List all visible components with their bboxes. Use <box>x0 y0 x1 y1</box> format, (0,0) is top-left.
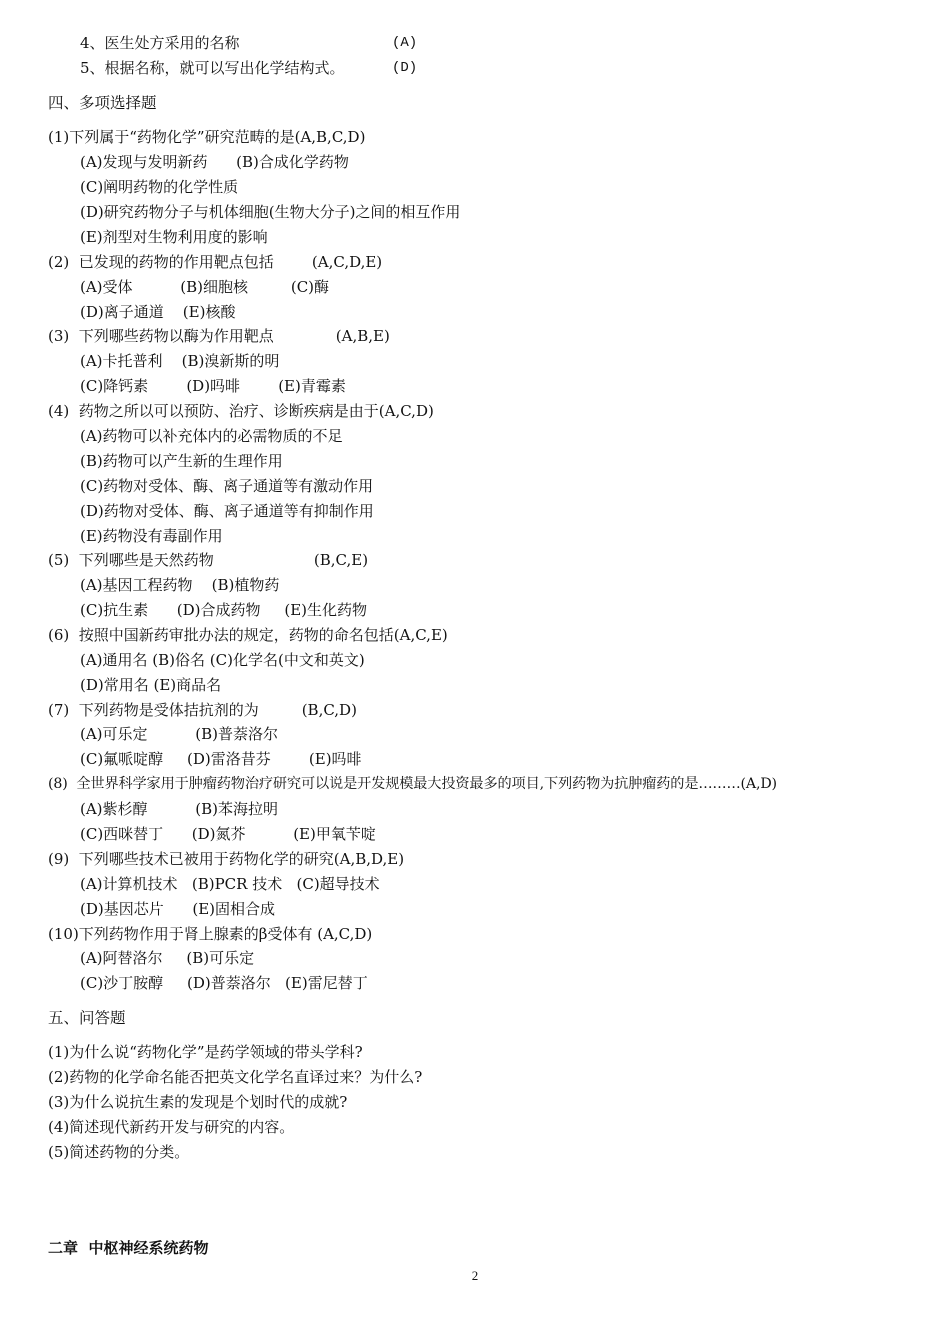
tf-item-4: 4、医生处方采用的名称 <box>80 34 240 52</box>
option-line: (A)受体 (B)细胞核 (C)酶 <box>80 278 330 296</box>
option-line: (C)沙丁胺醇 (D)普萘洛尔 (E)雷尼替丁 <box>80 974 368 992</box>
section-title-essay: 五、问答题 <box>48 1009 126 1027</box>
tf-item-5: 5、根据名称，就可以写出化学结构式。 <box>80 59 345 77</box>
option-line: (A)卡托普利 (B)溴新斯的明 <box>80 352 280 370</box>
question-7: (7) 下列药物是受体拮抗剂的为 (B,C,D) <box>48 701 357 719</box>
option-line: (D)药物对受体、酶、离子通道等有抑制作用 <box>80 502 374 520</box>
option-line: (A)可乐定 (B)普萘洛尔 <box>80 725 278 743</box>
essay-question-4: (4)简述现代新药开发与研究的内容。 <box>48 1118 295 1136</box>
section-title-multiple-choice: 四、多项选择题 <box>48 94 157 112</box>
option-line: (D)研究药物分子与机体细胞(生物大分子)之间的相互作用 <box>80 203 461 221</box>
essay-question-5: (5)简述药物的分类。 <box>48 1143 190 1161</box>
essay-question-2: (2)药物的化学命名能否把英文化学名直译过来？为什么? <box>48 1068 423 1086</box>
option-line: (A)阿替洛尔 (B)可乐定 <box>80 949 255 967</box>
question-3: (3) 下列哪些药物以酶为作用靶点 (A,B,E) <box>48 327 390 345</box>
option-line: (A)计算机技术 (B)PCR 技术 (C)超导技术 <box>80 875 380 893</box>
question-8: (8) 全世界科学家用于肿瘤药物治疗研究可以说是开发规模最大投资最多的项目,下列药物为抗肿瘤药的是………(A,D) <box>48 776 777 792</box>
option-line: (D)常用名 (E)商品名 <box>80 676 222 694</box>
chapter-title: 二章 中枢神经系统药物 <box>48 1239 209 1257</box>
question-4: (4) 药物之所以可以预防、治疗、诊断疾病是由于(A,C,D) <box>48 402 434 420</box>
question-1: (1)下列属于“药物化学”研究范畴的是(A,B,C,D) <box>48 128 366 146</box>
option-line: (D)基因芯片 (E)固相合成 <box>80 900 275 918</box>
option-line: (C)药物对受体、酶、离子通道等有激动作用 <box>80 477 374 495</box>
option-line: (C)抗生素 (D)合成药物 (E)生化药物 <box>80 601 368 619</box>
question-2: (2) 已发现的药物的作用靶点包括 (A,C,D,E) <box>48 253 383 271</box>
page-number: 2 <box>471 1268 479 1283</box>
option-line: (C)西咪替丁 (D)氮芥 (E)甲氧苄啶 <box>80 825 376 843</box>
tf-answer-5: (D) <box>392 60 418 76</box>
option-line: (C)阐明药物的化学性质 <box>80 178 239 196</box>
option-line: (D)离子通道 (E)核酸 <box>80 303 236 321</box>
option-line: (A)通用名 (B)俗名 (C)化学名(中文和英文) <box>80 651 365 669</box>
question-6: (6) 按照中国新药审批办法的规定，药物的命名包括(A,C,E) <box>48 626 448 644</box>
option-line: (C)降钙素 (D)吗啡 (E)青霉素 <box>80 377 346 395</box>
essay-question-1: (1)为什么说“药物化学”是药学领域的带头学科? <box>48 1043 363 1061</box>
essay-question-3: (3)为什么说抗生素的发现是个划时代的成就? <box>48 1093 348 1111</box>
option-line: (A)发现与发明新药 (B)合成化学药物 <box>80 153 349 171</box>
question-5: (5) 下列哪些是天然药物 (B,C,E) <box>48 551 369 569</box>
question-10: (10)下列药物作用于肾上腺素的β受体有 (A,C,D) <box>48 925 373 943</box>
option-line: (E)剂型对生物利用度的影响 <box>80 228 268 246</box>
option-line: (A)基因工程药物 (B)植物药 <box>80 576 280 594</box>
option-line: (E)药物没有毒副作用 <box>80 527 223 545</box>
option-line: (B)药物可以产生新的生理作用 <box>80 452 283 470</box>
option-line: (C)氟哌啶醇 (D)雷洛昔芬 (E)吗啡 <box>80 750 362 768</box>
tf-answer-4: (A) <box>392 35 418 51</box>
question-9: (9) 下列哪些技术已被用于药物化学的研究(A,B,D,E) <box>48 850 405 868</box>
option-line: (A)药物可以补充体内的必需物质的不足 <box>80 427 343 445</box>
option-line: (A)紫杉醇 (B)苯海拉明 <box>80 800 278 818</box>
